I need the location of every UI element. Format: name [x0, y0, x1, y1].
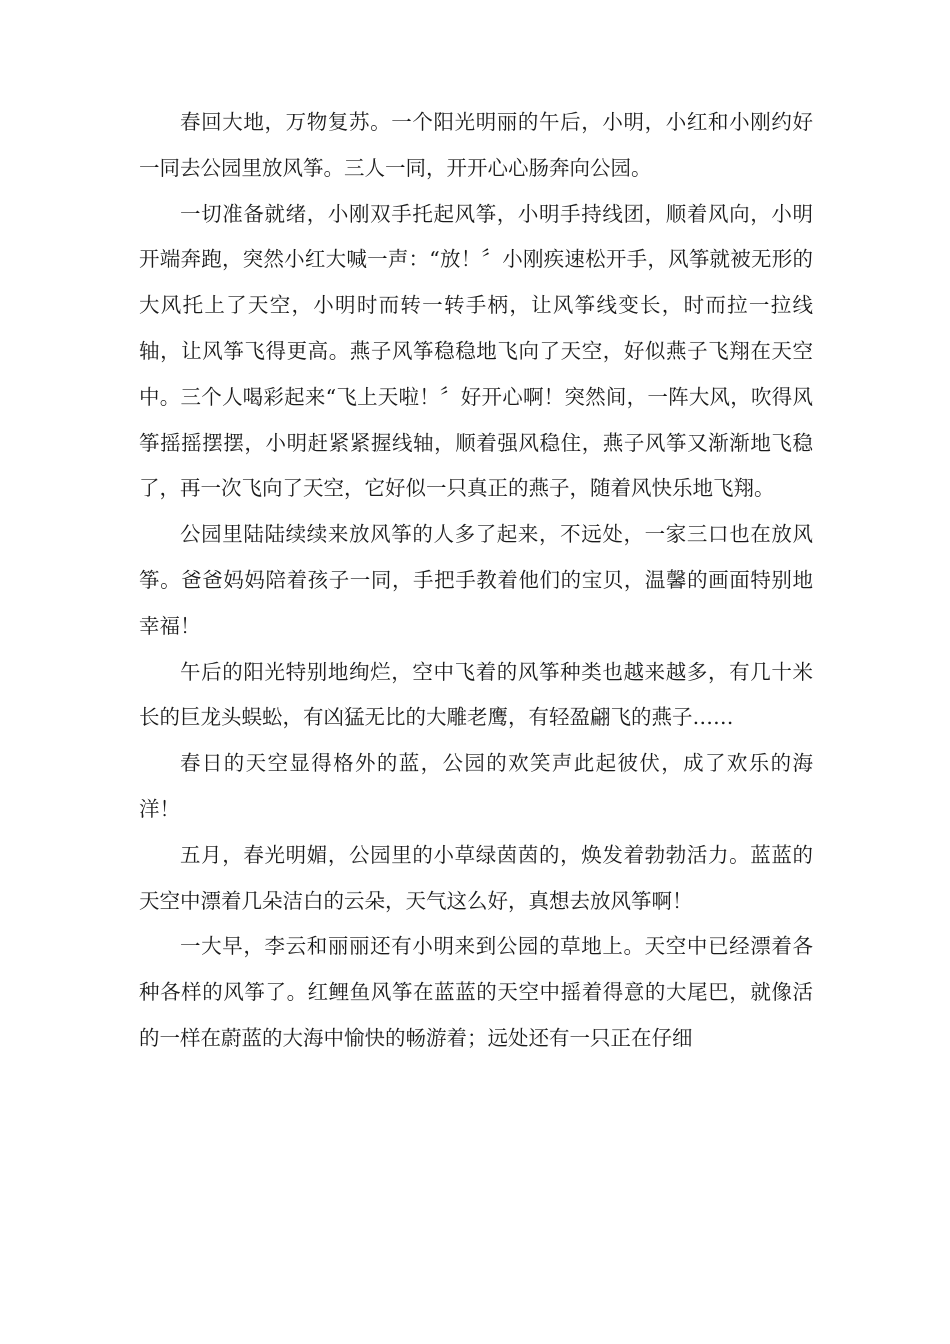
paragraph: 五月，春光明媚，公园里的小草绿茵茵的，焕发着勃勃活力。蓝蓝的天空中漂着几朵洁白的云朵，天气这么好，真想去放风筝啊！: [139, 842, 813, 913]
paragraph: 一大早，李云和丽丽还有小明来到公园的草地上。天空中已经漂着各种各样的风筝了。红鲤鱼风筝在蓝蓝的天空中摇着得意的大尾巴，就像活的一样在蔚蓝的大海中愉快的畅游着；远处还有一只正在仔细: [139, 934, 813, 1050]
document-body: [139, 100, 813, 1062]
paragraph: 公园里陆陆续续来放风筝的人多了起来，不远处，一家三口也在放风筝。爸爸妈妈陪着孩子一同，手把手教着他们的宝贝，温馨的画面特别地幸福！: [139, 522, 813, 638]
paragraph: 春日的天空显得格外的蓝，公园的欢笑声此起彼伏，成了欢乐的海洋！: [139, 751, 813, 821]
paragraph: 春回大地，万物复苏。一个阳光明丽的午后，小明，小红和小刚约好一同去公园里放风筝。三人一同，开开心心肠奔向公园。: [139, 110, 813, 180]
paragraph: 午后的阳光特别地绚烂，空中飞着的风筝种类也越来越多，有几十米长的巨龙头蜈蚣，有凶猛无比的大雕老鹰，有轻盈翩飞的燕子……: [139, 659, 813, 730]
paragraph: 一切准备就绪，小刚双手托起风筝，小明手持线团，顺着风向，小明开端奔跑，突然小红大喊一声：“放！〞小刚疾速松开手，风筝就被无形的大风托上了天空，小明时而转一转手柄，让风筝线变长，时而拉一拉线轴，让风筝飞得更高。燕子风筝稳稳地飞向了天空，好似燕子飞翔在天空中。三个人喝彩起来“飞上天啦！〞好开心啊！突然间，一阵大风，吹得风筝摇摇摆摆，小明赶紧紧握线轴，顺着强风稳住，燕子风筝又渐渐地飞稳了，再一次飞向了天空，它好似一只真正的燕子，随着风快乐地飞翔。: [139, 201, 813, 501]
